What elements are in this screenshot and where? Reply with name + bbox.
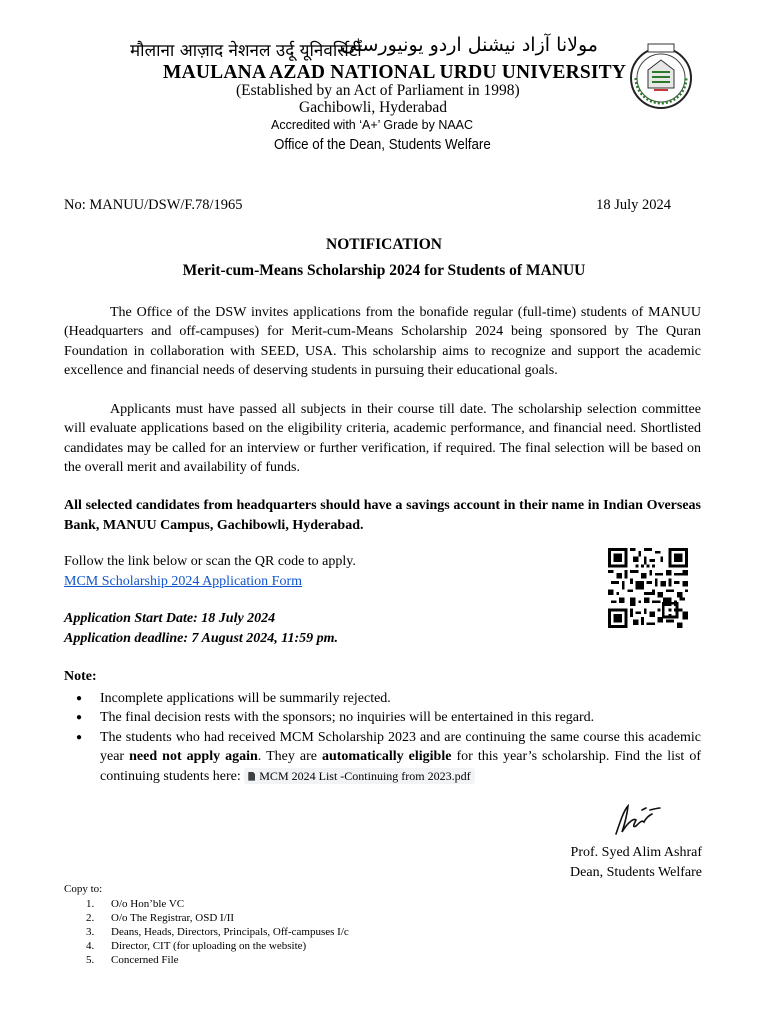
- accreditation-line: Accredited with ‘A+’ Grade by NAAC: [271, 118, 474, 132]
- note-emphasis: need not apply again: [129, 749, 258, 765]
- copy-to-text: O/o The Registrar, OSD I/II: [111, 912, 235, 924]
- qr-code-icon[interactable]: [606, 548, 690, 628]
- intro-paragraph: The Office of the DSW invites applications from the bonafide regular (full-time) students of MANUU (Headquarters and off-campuses) for Merit-cum-Means Scholarship 2024 being sponsored by The Quran Foundation in collaboration with SEED, USA. This scholarship aims to recognize and support the academic excellence and financial needs of deserving students in pursuing their educational goals.: [64, 305, 701, 379]
- continuing-list-file-chip[interactable]: [244, 768, 474, 784]
- signatory-title: Dean, Students Welfare: [570, 865, 702, 880]
- university-emblem-icon: [628, 40, 694, 112]
- copy-to-number: 1.: [86, 898, 95, 910]
- copy-to-text: O/o Hon’ble VC: [111, 898, 185, 910]
- reference-date: 18 July 2024: [596, 197, 671, 213]
- note-emphasis: automatically eligible: [321, 749, 452, 765]
- copy-to-item: [64, 925, 349, 939]
- file-chip-label: MCM 2024 List -Continuing from 2023.pdf: [259, 768, 471, 783]
- copy-to-text: Deans, Heads, Directors, Principals, Off-campuses I/c: [111, 926, 349, 938]
- signatory-name: Prof. Syed Alim Ashraf: [570, 845, 702, 860]
- copy-to-number: 2.: [86, 912, 95, 924]
- apply-instructions: Follow the link below or scan the QR code to apply.: [64, 554, 356, 569]
- notification-title: NOTIFICATION: [326, 236, 442, 253]
- signature-icon: [612, 800, 662, 840]
- copy-to-label: Copy to:: [64, 883, 103, 895]
- university-name: MAULANA AZAD NATIONAL URDU UNIVERSITY: [163, 62, 627, 83]
- copy-to-number: 4.: [86, 940, 95, 952]
- copy-to-item: [64, 897, 349, 911]
- note-item: [64, 728, 701, 786]
- university-name-hindi: मौलाना आज़ाद नेशनल उर्दू यूनिवर्सिटी: [130, 41, 362, 61]
- copy-to-list: [64, 897, 349, 967]
- note-list: [64, 689, 701, 786]
- office-name: Office of the Dean, Students Welfare: [274, 137, 491, 153]
- copy-to-text: Director, CIT (for uploading on the website): [111, 940, 307, 952]
- copy-to-number: 3.: [86, 926, 95, 938]
- note-item: ● Incomplete applications will be summarily rejected.: [64, 689, 701, 708]
- bank-account-note: All selected candidates from headquarters should have a savings account in their name in Indian Overseas Bank, MANUU Campus, Gachibowli, Hyderabad.: [64, 498, 701, 533]
- note-text: The students who had received MCM Scholarship 2023 and are continuing the same course this academic year: [100, 729, 701, 765]
- notification-subtitle: Merit-cum-Means Scholarship 2024 for Students of MANUU: [182, 262, 586, 279]
- note-text: . They are: [257, 749, 322, 765]
- reference-number: No: MANUU/DSW/F.78/1965: [64, 197, 243, 213]
- university-name-urdu: مولانا آزاد نیشنل اردو یونیورسٹی: [340, 34, 598, 56]
- copy-to-item: [64, 911, 349, 925]
- note-item: ● The final decision rests with the sponsors; no inquiries will be entertained in this regard.: [64, 708, 701, 727]
- copy-to-item: [64, 939, 349, 953]
- university-location: Gachibowli, Hyderabad: [299, 99, 448, 116]
- establishment-line: (Established by an Act of Parliament in 1998): [236, 82, 520, 99]
- file-icon: [248, 772, 255, 781]
- note-heading: Note:: [64, 669, 97, 684]
- application-start-date: Application Start Date: 18 July 2024: [64, 611, 276, 626]
- application-deadline: Application deadline: 7 August 2024, 11:59 pm.: [64, 631, 339, 646]
- copy-to-item: [64, 953, 349, 967]
- note-text: for this year’s scholarship. Find the list of continuing students here:: [100, 749, 701, 784]
- eligibility-paragraph: Applicants must have passed all subjects in their course till date. The scholarship selection committee will evaluate applications based on the eligibility criteria, academic performance, and financial need. Shortlisted candidates may be called for an interview or further verification, if required. The final selection will be based on the overall merit and availability of funds.: [64, 402, 701, 476]
- copy-to-number: 5.: [86, 954, 95, 966]
- application-form-link[interactable]: MCM Scholarship 2024 Application Form: [64, 574, 302, 589]
- copy-to-text: Concerned File: [111, 954, 179, 966]
